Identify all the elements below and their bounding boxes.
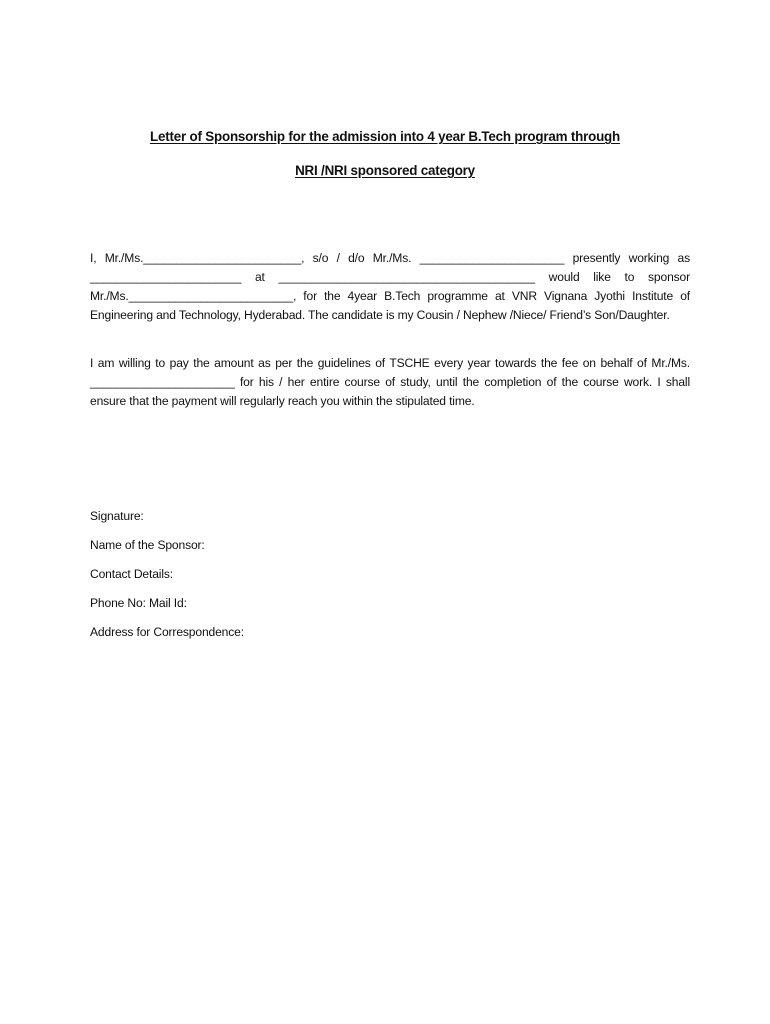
sponsorship-paragraph: I, Mr./Ms.________________________, s/o / d/o Mr./Ms. ______________________ presently working as _______________________ at _______________________________________ would like to sponsor Mr./Ms._________________________, for the 4year B.Tech programme at VNR Vignana Jyothi Institute of Engineering and Technology, Hyderabad. The candidate is my Cousin / Nephew /Niece/ Friend’s Son/Daughter. [90, 251, 690, 322]
signature-label: Signature: [90, 509, 144, 523]
letter-subtitle: NRI /NRI sponsored category [295, 163, 475, 178]
letter-title: Letter of Sponsorship for the admission into 4 year B.Tech program through [149, 129, 621, 144]
sponsor-name-label: Name of the Sponsor: [90, 538, 205, 552]
payment-paragraph: I am willing to pay the amount as per the guidelines of TSCHE every year towards the fee on behalf of Mr./Ms. ______________________ for his / her entire course of study, until the completion of the course work. I shall ensure that the payment will regularly reach you within the stipulated time. [90, 356, 690, 408]
phone-mail-label: Phone No: Mail Id: [90, 596, 187, 610]
address-label: Address for Correspondence: [90, 625, 244, 639]
contact-details-label: Contact Details: [90, 567, 173, 581]
